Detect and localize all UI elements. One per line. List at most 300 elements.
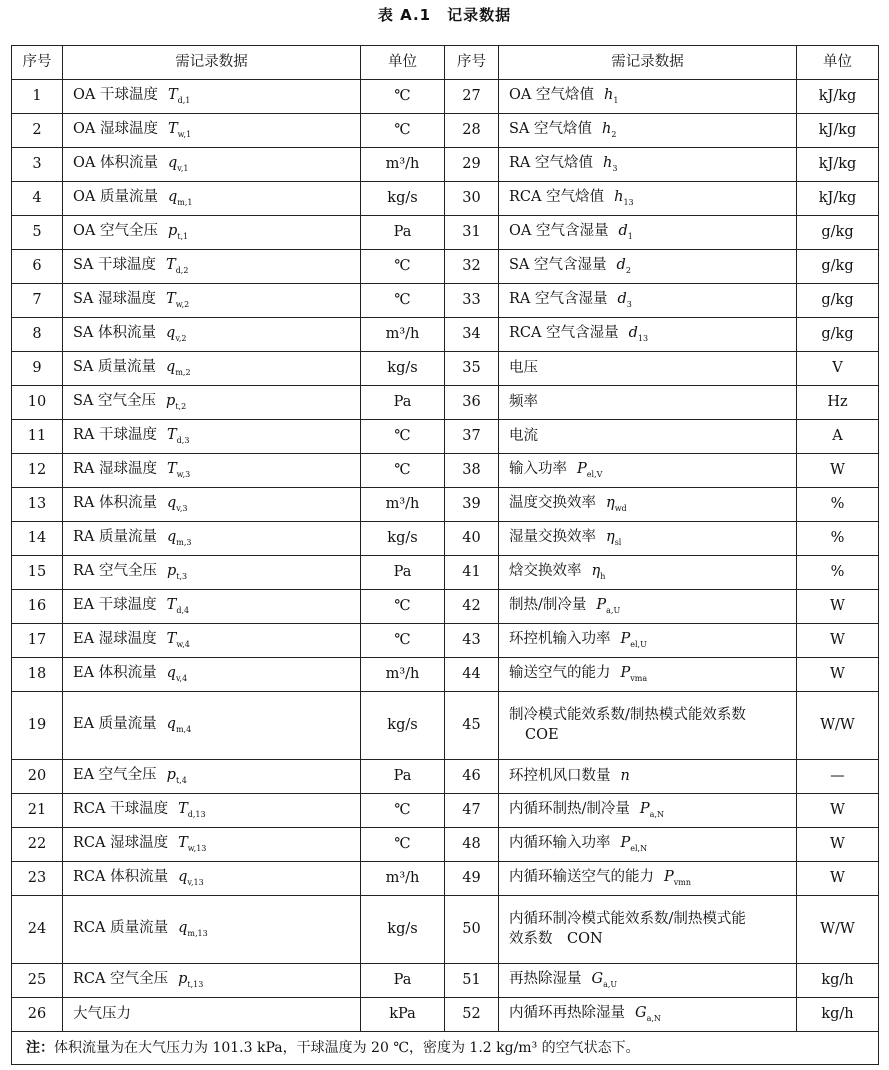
table-row <box>12 148 879 182</box>
row-item <box>499 216 797 250</box>
row-unit: % <box>797 522 879 556</box>
item-symbol <box>614 189 634 208</box>
item-label: RA 干球温度 <box>73 427 157 444</box>
row-number: 48 <box>445 828 499 862</box>
symbol-letter: q <box>178 869 188 886</box>
row-unit: ℃ <box>361 624 445 658</box>
row-unit: Pa <box>361 964 445 998</box>
item-label: EA 体积流量 <box>73 665 157 682</box>
item-label: EA 空气全压 <box>73 767 157 784</box>
symbol-subscript: w,4 <box>176 640 190 650</box>
row-item <box>499 114 797 148</box>
row-number: 51 <box>445 964 499 998</box>
item-symbol <box>166 325 187 344</box>
symbol-letter: T <box>178 801 188 818</box>
row-item <box>499 250 797 284</box>
table-row <box>12 182 879 216</box>
item-symbol <box>166 393 187 412</box>
row-number: 20 <box>12 760 63 794</box>
row-item <box>499 182 797 216</box>
row-unit: g/kg <box>797 284 879 318</box>
row-unit: kJ/kg <box>797 182 879 216</box>
row-unit: kg/s <box>361 692 445 760</box>
row-item <box>499 488 797 522</box>
item-symbol <box>166 767 187 786</box>
table-row <box>12 386 879 420</box>
row-number: 36 <box>445 386 499 420</box>
row-unit: kg/s <box>361 352 445 386</box>
row-unit: W <box>797 828 879 862</box>
item-label: OA 空气全压 <box>73 223 158 240</box>
symbol-letter: G <box>591 971 604 988</box>
item-label: SA 空气全压 <box>73 393 157 410</box>
symbol-letter: q <box>167 495 177 512</box>
symbol-subscript: 2 <box>611 130 617 140</box>
symbol-subscript: el,V <box>586 470 603 480</box>
row-item <box>63 658 361 692</box>
symbol-letter: p <box>178 971 188 988</box>
item-label: 温度交换效率 <box>509 495 596 512</box>
symbol-subscript: a,U <box>606 606 621 616</box>
row-unit: m³/h <box>361 148 445 182</box>
row-unit: ℃ <box>361 80 445 114</box>
table-row <box>12 522 879 556</box>
item-symbol <box>166 359 191 378</box>
row-item <box>63 488 361 522</box>
item-label: RA 质量流量 <box>73 529 157 546</box>
row-item <box>63 80 361 114</box>
item-label: 内循环再热除湿量 <box>509 1005 625 1022</box>
header-unit-right: 单位 <box>797 46 879 80</box>
row-number: 26 <box>12 998 63 1032</box>
symbol-letter: T <box>166 291 176 308</box>
row-unit: Pa <box>361 386 445 420</box>
row-unit: ℃ <box>361 114 445 148</box>
table-row <box>12 692 879 760</box>
symbol-subscript: m,13 <box>187 929 208 939</box>
row-unit: ℃ <box>361 420 445 454</box>
symbol-letter: T <box>167 121 178 138</box>
row-unit: ℃ <box>361 794 445 828</box>
symbol-subscript: 3 <box>612 164 618 174</box>
row-number: 33 <box>445 284 499 318</box>
item-label: RA 空气焓值 <box>509 155 593 172</box>
symbol-letter: P <box>620 631 631 648</box>
row-unit: ℃ <box>361 250 445 284</box>
row-unit: W <box>797 454 879 488</box>
item-label: SA 体积流量 <box>73 325 157 342</box>
row-number: 24 <box>12 896 63 964</box>
symbol-letter: T <box>166 597 177 614</box>
item-label: 输入功率 <box>509 461 567 478</box>
row-unit: m³/h <box>361 658 445 692</box>
symbol-subscript: v,2 <box>175 334 187 344</box>
item-symbol <box>166 257 189 276</box>
symbol-letter: h <box>603 155 613 172</box>
item-label: EA 干球温度 <box>73 597 157 614</box>
item-label: RCA 体积流量 <box>73 869 169 886</box>
row-item <box>63 352 361 386</box>
row-unit: Pa <box>361 760 445 794</box>
row-unit: kJ/kg <box>797 114 879 148</box>
row-unit: % <box>797 488 879 522</box>
row-unit: Hz <box>797 386 879 420</box>
symbol-subscript: el,N <box>630 844 648 854</box>
symbol-subscript: m,3 <box>176 538 192 548</box>
item-label: RA 空气全压 <box>73 563 157 580</box>
item-symbol <box>167 189 193 208</box>
symbol-letter: q <box>166 716 176 733</box>
row-number: 22 <box>12 828 63 862</box>
symbol-letter: T <box>166 257 176 274</box>
row-item <box>499 318 797 352</box>
row-number: 18 <box>12 658 63 692</box>
table-row <box>12 352 879 386</box>
row-unit: m³/h <box>361 488 445 522</box>
row-item <box>63 794 361 828</box>
table-row <box>12 828 879 862</box>
row-unit: kJ/kg <box>797 148 879 182</box>
item-label: EA 湿球温度 <box>73 631 157 648</box>
symbol-letter: q <box>167 155 178 172</box>
row-number: 52 <box>445 998 499 1032</box>
symbol-subscript: t,1 <box>177 232 189 242</box>
row-item <box>499 386 797 420</box>
row-number: 28 <box>445 114 499 148</box>
item-label: RCA 空气全压 <box>73 971 169 988</box>
item-label: 电压 <box>509 359 538 376</box>
symbol-letter: d <box>628 325 638 342</box>
symbol-subscript: m,2 <box>175 368 191 378</box>
item-label: RCA 空气含湿量 <box>509 325 619 342</box>
row-item <box>63 216 361 250</box>
row-unit: kg/h <box>797 998 879 1032</box>
item-symbol <box>621 768 630 784</box>
symbol-letter: d <box>617 291 627 308</box>
row-number: 30 <box>445 182 499 216</box>
symbol-subscript: a,U <box>603 980 618 990</box>
row-item <box>63 250 361 284</box>
row-item <box>63 420 361 454</box>
item-symbol <box>167 495 188 514</box>
item-label-line2: 效系数 CON <box>509 930 603 947</box>
item-label: RCA 湿球温度 <box>73 835 169 852</box>
row-item <box>63 760 361 794</box>
item-symbol <box>166 665 188 684</box>
record-data-table <box>11 45 879 1065</box>
row-unit: g/kg <box>797 318 879 352</box>
symbol-letter: q <box>178 920 188 937</box>
symbol-letter: d <box>618 223 628 240</box>
row-number: 14 <box>12 522 63 556</box>
table-note <box>12 1032 879 1065</box>
row-number: 6 <box>12 250 63 284</box>
item-symbol <box>166 716 192 735</box>
item-label: OA 空气焓值 <box>509 87 594 104</box>
item-symbol <box>167 563 188 582</box>
row-item <box>63 114 361 148</box>
symbol-subscript: vma <box>630 674 648 684</box>
symbol-letter: p <box>166 767 176 784</box>
row-item <box>63 522 361 556</box>
symbol-letter: q <box>166 359 176 376</box>
row-number: 9 <box>12 352 63 386</box>
row-item <box>63 284 361 318</box>
symbol-subscript: w,1 <box>177 130 192 140</box>
item-label: OA 湿球温度 <box>73 121 158 138</box>
symbol-letter: q <box>167 189 178 206</box>
row-item <box>63 590 361 624</box>
table-row <box>12 216 879 250</box>
row-number: 15 <box>12 556 63 590</box>
symbol-subscript: d,3 <box>176 436 190 446</box>
row-number: 23 <box>12 862 63 896</box>
row-number: 16 <box>12 590 63 624</box>
row-unit: g/kg <box>797 250 879 284</box>
row-item <box>499 80 797 114</box>
row-item <box>499 454 797 488</box>
row-number: 25 <box>12 964 63 998</box>
item-label: SA 干球温度 <box>73 257 157 274</box>
row-item <box>63 624 361 658</box>
table-row <box>12 250 879 284</box>
row-number: 8 <box>12 318 63 352</box>
row-unit: kg/s <box>361 182 445 216</box>
row-number: 3 <box>12 148 63 182</box>
row-item <box>63 896 361 964</box>
row-number: 17 <box>12 624 63 658</box>
symbol-subscript: m,4 <box>175 725 192 735</box>
row-unit: Pa <box>361 556 445 590</box>
row-number: 21 <box>12 794 63 828</box>
row-unit: W/W <box>797 692 879 760</box>
row-unit: g/kg <box>797 216 879 250</box>
symbol-subscript: d,4 <box>176 606 190 616</box>
table-row <box>12 114 879 148</box>
row-item <box>499 828 797 862</box>
item-symbol <box>616 257 631 276</box>
symbol-letter: P <box>596 597 607 614</box>
item-label: RA 体积流量 <box>73 495 157 512</box>
row-number: 43 <box>445 624 499 658</box>
symbol-letter: h <box>602 121 612 138</box>
item-symbol <box>596 597 621 616</box>
item-label: 湿量交换效率 <box>509 529 596 546</box>
row-item <box>63 148 361 182</box>
row-unit: ℃ <box>361 590 445 624</box>
item-label: RA 湿球温度 <box>73 461 157 478</box>
row-item <box>63 556 361 590</box>
symbol-subscript: d,1 <box>177 96 191 106</box>
symbol-letter: T <box>178 835 188 852</box>
item-symbol <box>606 495 627 514</box>
symbol-letter: P <box>620 665 631 682</box>
row-number: 38 <box>445 454 499 488</box>
row-number: 29 <box>445 148 499 182</box>
symbol-subscript: el,U <box>630 640 647 650</box>
row-unit: A <box>797 420 879 454</box>
item-label: 内循环输送空气的能力 <box>509 869 654 886</box>
symbol-letter: n <box>620 767 630 784</box>
symbol-subscript: t,2 <box>175 402 187 412</box>
item-label: 频率 <box>509 393 538 410</box>
row-item <box>499 862 797 896</box>
table-row <box>12 964 879 998</box>
row-number: 19 <box>12 692 63 760</box>
item-symbol <box>178 835 207 854</box>
item-symbol <box>178 801 206 820</box>
symbol-letter: p <box>167 563 177 580</box>
header-unit-left: 单位 <box>361 46 445 80</box>
item-symbol <box>635 1005 661 1024</box>
item-symbol <box>606 529 622 548</box>
item-label: RCA 干球温度 <box>73 801 169 818</box>
symbol-letter: T <box>167 427 177 444</box>
table-row <box>12 454 879 488</box>
row-number: 35 <box>445 352 499 386</box>
row-unit: ℃ <box>361 828 445 862</box>
symbol-subscript: 3 <box>626 300 632 310</box>
row-unit: V <box>797 352 879 386</box>
symbol-subscript: 13 <box>637 334 649 344</box>
symbol-subscript: sl <box>614 538 622 548</box>
row-number: 50 <box>445 896 499 964</box>
symbol-letter: p <box>167 223 178 240</box>
row-item <box>63 862 361 896</box>
row-number: 13 <box>12 488 63 522</box>
item-label: 制冷模式能效系数/制热模式能效系数 <box>509 706 746 723</box>
row-number: 47 <box>445 794 499 828</box>
row-number: 11 <box>12 420 63 454</box>
item-label: RCA 空气焓值 <box>509 189 605 206</box>
symbol-letter: P <box>639 801 650 818</box>
row-unit: m³/h <box>361 862 445 896</box>
item-symbol <box>167 427 190 446</box>
row-number: 46 <box>445 760 499 794</box>
row-number: 37 <box>445 420 499 454</box>
row-number: 49 <box>445 862 499 896</box>
table-row <box>12 80 879 114</box>
symbol-subscript: vmn <box>673 878 692 888</box>
header-row <box>12 46 879 80</box>
row-item <box>499 624 797 658</box>
row-item <box>499 794 797 828</box>
row-item <box>499 692 797 760</box>
row-number: 41 <box>445 556 499 590</box>
symbol-letter: P <box>620 835 631 852</box>
item-label: OA 干球温度 <box>73 87 158 104</box>
item-symbol <box>628 325 649 344</box>
row-item <box>63 386 361 420</box>
row-unit: W <box>797 590 879 624</box>
row-number: 42 <box>445 590 499 624</box>
row-unit: W <box>797 658 879 692</box>
row-unit: kg/h <box>797 964 879 998</box>
item-symbol <box>591 971 618 990</box>
item-symbol <box>591 563 606 582</box>
row-item <box>63 964 361 998</box>
item-symbol <box>167 529 192 548</box>
symbol-letter: h <box>614 189 624 206</box>
item-label: 焓交换效率 <box>509 563 582 580</box>
item-label: 环控机输入功率 <box>509 631 611 648</box>
item-symbol <box>602 121 617 140</box>
symbol-letter: T <box>167 461 177 478</box>
item-symbol <box>603 155 618 174</box>
item-label: 环控机风口数量 <box>509 767 611 784</box>
table-row <box>12 420 879 454</box>
row-unit: ℃ <box>361 284 445 318</box>
item-symbol <box>167 461 191 480</box>
symbol-subscript: v,4 <box>175 674 188 684</box>
table-row <box>12 794 879 828</box>
row-number: 12 <box>12 454 63 488</box>
row-unit: W <box>797 794 879 828</box>
symbol-subscript: t,3 <box>176 572 188 582</box>
table-row <box>12 760 879 794</box>
row-item <box>63 182 361 216</box>
symbol-letter: d <box>616 257 626 274</box>
row-item <box>499 284 797 318</box>
item-symbol <box>167 121 192 140</box>
table-body <box>12 80 879 1032</box>
row-number: 34 <box>445 318 499 352</box>
symbol-subscript: v,13 <box>187 878 204 888</box>
item-label: OA 质量流量 <box>73 189 158 206</box>
row-number: 31 <box>445 216 499 250</box>
item-symbol <box>166 597 190 616</box>
row-number: 44 <box>445 658 499 692</box>
symbol-subscript: d,13 <box>187 810 206 820</box>
table-row <box>12 998 879 1032</box>
item-label-line2: COE <box>525 726 559 743</box>
item-label: 内循环制冷模式能效系数/制热模式能 <box>509 910 746 927</box>
row-item <box>499 760 797 794</box>
table-row <box>12 488 879 522</box>
symbol-letter: η <box>591 563 601 580</box>
item-label: 制热/制冷量 <box>509 597 587 614</box>
table-title: 表 A.1 记录数据 <box>377 6 512 24</box>
symbol-subscript: w,2 <box>175 300 190 310</box>
table-row <box>12 318 879 352</box>
symbol-subscript: h <box>600 572 606 582</box>
table-row <box>12 556 879 590</box>
row-item <box>63 318 361 352</box>
item-label: 电流 <box>509 427 538 444</box>
item-label: 输送空气的能力 <box>509 665 611 682</box>
symbol-letter: G <box>635 1005 647 1022</box>
item-label: RCA 质量流量 <box>73 920 169 937</box>
row-item <box>499 590 797 624</box>
row-number: 4 <box>12 182 63 216</box>
row-number: 32 <box>445 250 499 284</box>
header-no-left: 序号 <box>12 46 63 80</box>
item-label: SA 空气焓值 <box>509 121 593 138</box>
symbol-subscript: d,2 <box>175 266 189 276</box>
table-row <box>12 590 879 624</box>
item-symbol <box>618 223 633 242</box>
symbol-subscript: w,13 <box>187 844 207 854</box>
row-item <box>499 420 797 454</box>
item-symbol <box>639 801 664 820</box>
symbol-subscript: a,N <box>646 1014 661 1024</box>
row-item <box>499 148 797 182</box>
symbol-subscript: v,3 <box>176 504 188 514</box>
item-symbol <box>620 835 648 854</box>
row-unit: ℃ <box>361 454 445 488</box>
row-item <box>499 352 797 386</box>
item-label: 再热除湿量 <box>509 971 582 988</box>
